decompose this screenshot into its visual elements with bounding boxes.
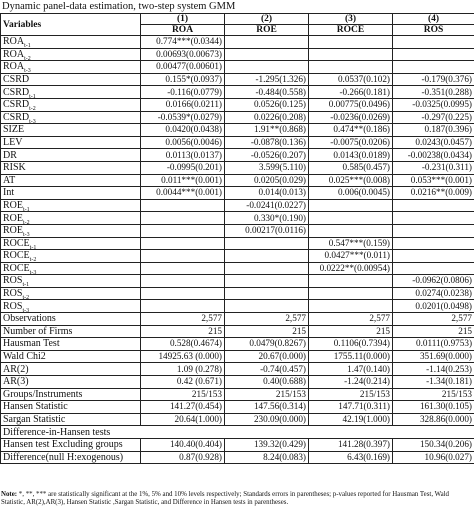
cell-value: 0.006(0.0045) [309,187,393,200]
row-label-base: CSRD [3,73,30,85]
row-label [1,124,141,137]
table-row [1,413,474,426]
cell-value: -0.0241(0.0227) [225,199,309,212]
cell-value: 8.24(0.083) [225,451,309,464]
cell-value: -0.00238(0.0434) [393,149,474,162]
row-label-base: ROE [3,199,23,211]
row-label-subscript: t-1 [24,43,31,49]
cell-value [393,237,474,250]
row-label: Wald Chi2 [1,350,141,363]
row-label [1,86,141,99]
cell-value: 0.528(0.4674) [141,338,225,351]
cell-value [309,48,393,61]
row-label-base: ROCE [3,237,30,249]
cell-value: 6.43(0.169) [309,451,393,464]
cell-value: 140.40(0.404) [141,439,225,452]
row-label-base: ROCE [3,262,30,274]
cell-value: 215/153 [393,388,474,401]
header-row-numbers [1,14,474,25]
row-label [1,300,141,313]
row-label-subscript: t-3 [23,232,30,237]
table-row [1,363,474,376]
table-row [1,98,474,111]
row-label-subscript: t-1 [29,244,37,250]
cell-value: -0.116(0.0779) [141,86,225,99]
cell-value [141,275,225,288]
cell-value: 215/153 [225,388,309,401]
cell-value: -0.74(0.457) [225,363,309,376]
cell-value: 0.014(0.013) [225,187,309,200]
col-name-roe: ROE [225,25,309,36]
cell-value: 150.34(0.206) [393,439,474,452]
cell-value [141,212,225,225]
cell-value: 0.0166(0.0211) [141,98,225,111]
cell-value: 0.1106(0.7394) [309,338,393,351]
cell-value: 0.0056(0.0046) [141,136,225,149]
row-label [1,199,141,212]
row-label-base: Int [3,187,15,199]
cell-value: 1.09 (0.278) [141,363,225,376]
cell-value [225,287,309,300]
cell-value [225,250,309,263]
cell-value: -0.297(0.225) [393,111,474,124]
row-label-subscript: t-1 [23,206,30,212]
cell-value [225,237,309,250]
cell-value: 0.0143(0.0189) [309,149,393,162]
row-label: Hansen test Excluding groups [1,439,141,452]
cell-value: -1.34(0.181) [393,376,474,389]
cell-value: 0.585(0.457) [309,161,393,174]
cell-value: 0.474**(0.186) [309,124,393,137]
col-number-3: (3) [309,14,393,25]
note-text: *, **, *** are statistically significant at the 1%, 5% and 10% levels respectively; Standards errors in parentheses; p-values reported for Hausman Test, Wald Statistic, AR(2),AR(3), Hansen Statistic ,Sargan Statistic, and Difference in Hansen tests in parentheses. [1,491,450,506]
row-label-subscript: t-2 [29,106,36,112]
cell-value: 0.40(0.688) [225,376,309,389]
row-label [1,187,141,200]
table-row [1,250,474,263]
cell-value: 0.155*(0.0937) [141,73,225,86]
section-label: Difference-in-Hansen tests [1,426,474,439]
row-label-base: ROCE [3,250,30,262]
row-label-subscript: t-3 [22,307,30,313]
row-label [1,111,141,124]
cell-value: 1.91**(0.868) [225,124,309,137]
cell-value [141,199,225,212]
table-row [1,199,474,212]
cell-value: 1.47(0.140) [309,363,393,376]
table-row [1,61,474,74]
table-row [1,237,474,250]
row-label-base: ROA [3,61,25,73]
cell-value: 215 [393,325,474,338]
row-label: Number of Firms [1,325,141,338]
cell-value [225,262,309,275]
row-label-base: CSRD [3,111,30,123]
table-title: Dynamic panel-data estimation, two-step system GMM [2,1,236,12]
row-label-base: ROS [3,300,23,312]
cell-value: 0.00217(0.0116) [225,224,309,237]
table-row [1,224,474,237]
cell-value: 0.011***(0.001) [141,174,225,187]
row-label [1,149,141,162]
cell-value [393,36,474,49]
row-label-base: CSRD [3,86,30,98]
row-label [1,61,141,74]
cell-value: 141.27(0.454) [141,401,225,414]
cell-value [393,61,474,74]
cell-value: 0.0479(0.8267) [225,338,309,351]
row-label-base: ROS [3,275,23,287]
col-number-4: (4) [393,14,474,25]
cell-value: -0.0962(0.0806) [393,275,474,288]
table-row [1,36,474,49]
cell-value: 2,577 [309,313,393,326]
cell-value: 0.87(0.928) [141,451,225,464]
row-label: AR(2) [1,363,141,376]
cell-value: -0.231(0.311) [393,161,474,174]
cell-value: 2,577 [393,313,474,326]
cell-value: 0.00477(0.00601) [141,61,225,74]
cell-value: 328.86(0.000) [393,413,474,426]
cell-value [393,224,474,237]
cell-value: 0.053***(0.001) [393,174,474,187]
row-label-subscript: t-2 [29,257,37,263]
cell-value: 139.32(0.429) [225,439,309,452]
table-row [1,275,474,288]
cell-value: 0.774***(0.0344) [141,36,225,49]
table-row [1,73,474,86]
table-row [1,124,474,137]
cell-value: 0.00775(0.0496) [309,98,393,111]
row-label: AR(3) [1,376,141,389]
row-label [1,262,141,275]
row-label-base: CSRD [3,99,30,111]
row-label-subscript: t-2 [23,219,30,225]
cell-value: 0.330*(0.190) [225,212,309,225]
row-label-base: ROE [3,225,23,237]
col-number-2: (2) [225,14,309,25]
table-row [1,136,474,149]
cell-value: -0.0995(0.201) [141,161,225,174]
row-label-subscript: t-1 [22,282,30,288]
cell-value: -1.14(0.253) [393,363,474,376]
cell-value: -1.24(0.214) [309,376,393,389]
cell-value: 42.19(1.000) [309,413,393,426]
row-label: Sargan Statistic [1,413,141,426]
cell-value: 0.0216**(0.009) [393,187,474,200]
table-row [1,48,474,61]
table-row [1,287,474,300]
row-label [1,237,141,250]
cell-value: 351.69(0.000) [393,350,474,363]
table-row [1,300,474,313]
cell-value [225,61,309,74]
cell-value: -0.0526(0.207) [225,149,309,162]
table-row [1,212,474,225]
table-row [1,376,474,389]
row-label-subscript: t-3 [29,118,36,124]
cell-value: 0.0226(0.208) [225,111,309,124]
row-label-base: ROE [3,212,23,224]
table-row [1,439,474,452]
table-row [1,350,474,363]
cell-value [309,300,393,313]
cell-value: 161.30(0.105) [393,401,474,414]
row-label: Hansen Statistic [1,401,141,414]
row-label [1,161,141,174]
cell-value: 215/153 [309,388,393,401]
row-label-subscript: t-3 [29,269,37,275]
cell-value: 0.0526(0.125) [225,98,309,111]
cell-value: 2,577 [225,313,309,326]
cell-value [225,48,309,61]
row-label: Hausman Test [1,338,141,351]
row-label [1,212,141,225]
table-row [1,174,474,187]
table-row [1,149,474,162]
section-row [1,426,474,439]
row-label-base: SIZE [3,124,25,136]
cell-value [309,61,393,74]
cell-value: 215 [141,325,225,338]
cell-value [393,250,474,263]
cell-value: -0.0325(0.0995) [393,98,474,111]
cell-value [309,36,393,49]
cell-value [309,199,393,212]
cell-value: 0.0427***(0.011) [309,250,393,263]
row-label-subscript: t-3 [24,68,31,74]
cell-value [141,287,225,300]
table-row [1,338,474,351]
table-row [1,313,474,326]
cell-value: 0.0274(0.0238) [393,287,474,300]
note-label: Note: [1,491,18,498]
row-label-subscript: t-1 [29,93,36,99]
cell-value: 0.0111(0.9753) [393,338,474,351]
row-label-base: DR [3,149,17,161]
row-label-base: ROS [3,288,23,300]
cell-value: 0.0537(0.102) [309,73,393,86]
table-row [1,111,474,124]
variables-header: Variables [1,14,141,36]
cell-value [393,48,474,61]
cell-value [225,275,309,288]
gmm-results-table [0,13,474,464]
cell-value: 0.0113(0.0137) [141,149,225,162]
col-name-roce: ROCE [309,25,393,36]
cell-value: 0.025***(0.008) [309,174,393,187]
table-row [1,187,474,200]
row-label [1,275,141,288]
cell-value: 0.187(0.396) [393,124,474,137]
row-label [1,287,141,300]
cell-value: 0.00693(0.00673) [141,48,225,61]
col-number-1: (1) [141,14,225,25]
cell-value [393,262,474,275]
cell-value: -0.0878(0.136) [225,136,309,149]
cell-value [141,250,225,263]
cell-value: 0.0243(0.0457) [393,136,474,149]
cell-value: 20.64(1.000) [141,413,225,426]
cell-value [309,287,393,300]
cell-value: -0.266(0.181) [309,86,393,99]
row-label-subscript: t-2 [22,295,30,300]
cell-value [393,199,474,212]
cell-value [393,212,474,225]
table-note [1,491,473,507]
cell-value: 20.67(0.000) [225,350,309,363]
cell-value [141,224,225,237]
cell-value: -0.179(0.376) [393,73,474,86]
row-label: Difference(null H:exogenous) [1,451,141,464]
cell-value: 0.0420(0.0438) [141,124,225,137]
cell-value: 3.599(5.110) [225,161,309,174]
table-row [1,388,474,401]
row-label [1,174,141,187]
cell-value [225,36,309,49]
row-label [1,36,141,49]
row-label [1,136,141,149]
cell-value: 0.0201(0.0498) [393,300,474,313]
cell-value: 2,577 [141,313,225,326]
row-label: Groups/Instruments [1,388,141,401]
cell-value: 230.09(0.000) [225,413,309,426]
cell-value: 215 [309,325,393,338]
cell-value: -0.0539*(0.0279) [141,111,225,124]
row-label-base: RISK [3,162,26,174]
row-label-base: ROA [3,36,25,48]
cell-value [309,275,393,288]
cell-value [141,237,225,250]
table-row [1,86,474,99]
cell-value [309,212,393,225]
col-name-ros: ROS [393,25,474,36]
cell-value: 14925.63 (0.000) [141,350,225,363]
table-row [1,262,474,275]
cell-value: 10.96(0.027) [393,451,474,464]
cell-value: -1.295(1.326) [225,73,309,86]
cell-value [141,262,225,275]
cell-value: -0.0236(0.0269) [309,111,393,124]
cell-value: 1755.11(0.000) [309,350,393,363]
table-body [1,36,474,464]
cell-value: -0.484(0.558) [225,86,309,99]
cell-value: -0.351(0.288) [393,86,474,99]
table-row [1,451,474,464]
cell-value [309,224,393,237]
row-label-base: LEV [3,136,23,148]
table-row [1,401,474,414]
row-label [1,73,141,86]
cell-value [141,300,225,313]
col-name-roa: ROA [141,25,225,36]
row-label: Observations [1,313,141,326]
cell-value: 0.42 (0.671) [141,376,225,389]
cell-value: 0.0044***(0.001) [141,187,225,200]
cell-value: 215/153 [141,388,225,401]
cell-value: -0.0075(0.0206) [309,136,393,149]
cell-value: 147.71(0.311) [309,401,393,414]
row-label [1,98,141,111]
row-label [1,224,141,237]
row-label [1,48,141,61]
cell-value: 215 [225,325,309,338]
table-row [1,325,474,338]
cell-value: 0.0205(0.029) [225,174,309,187]
cell-value: 141.28(0.397) [309,439,393,452]
row-label [1,250,141,263]
row-label-subscript: t-2 [24,55,31,61]
row-label-base: AT [3,174,16,186]
cell-value: 147.56(0.314) [225,401,309,414]
cell-value: 0.0222**(0.00954) [309,262,393,275]
cell-value: 0.547***(0.159) [309,237,393,250]
table-row [1,161,474,174]
cell-value [225,300,309,313]
row-label-base: ROA [3,48,25,60]
